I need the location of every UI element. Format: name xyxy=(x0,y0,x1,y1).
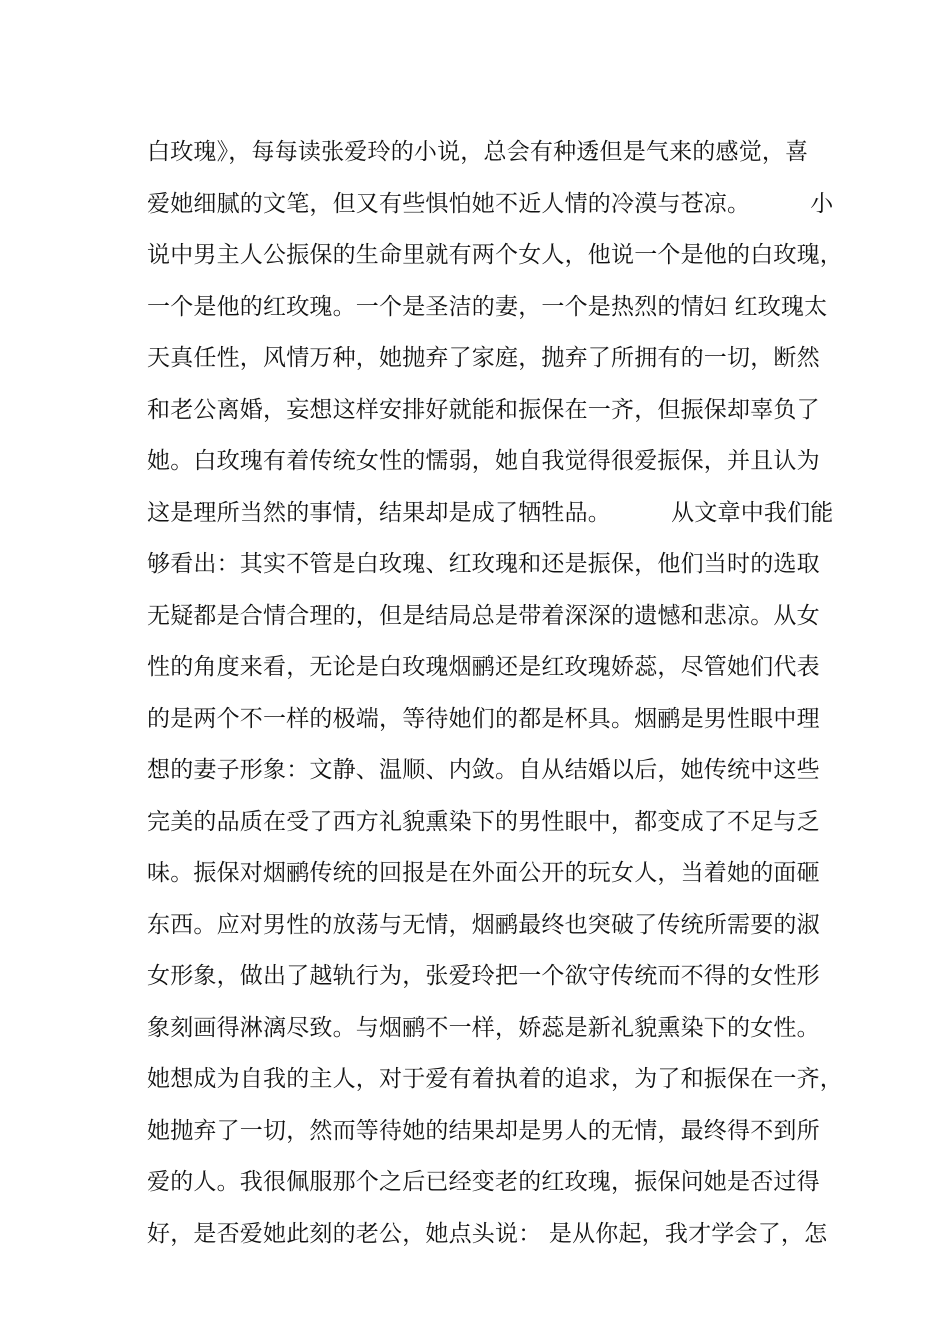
body-text xyxy=(147,130,843,1263)
text-line: 和老公离婚，妄想这样安排好就能和振保在一齐，但振保却辜负了 xyxy=(147,396,820,423)
text-line: 爱她细腻的文笔，但又有些惧怕她不近人情的冷漠与苍凉。 小 xyxy=(147,190,834,217)
text-line: 说中男主人公振保的生命里就有两个女人，他说一个是他的白玫瑰， xyxy=(147,242,843,268)
text-line: 东西。应对男性的放荡与无情，烟鹂最终也突破了传统所需要的淑 xyxy=(147,911,820,938)
text-line: 的是两个不一样的极端，等待她们的都是杯具。烟鹂是男性眼中理 xyxy=(147,705,820,732)
text-line: 白玫瑰》，每每读张爱玲的小说，总会有种透但是气来的感觉，喜 xyxy=(147,139,809,165)
text-line: 味。振保对烟鹂传统的回报是在外面公开的玩女人，当着她的面砸 xyxy=(147,860,820,886)
text-line: 想的妻子形象：文静、温顺、内敛。自从结婚以后，她传统中这些 xyxy=(147,757,820,783)
text-line: 一个是他的红玫瑰。一个是圣洁的妻，一个是热烈的情妇 红玫瑰太 xyxy=(147,293,828,320)
text-line: 性的角度来看，无论是白玫瑰烟鹂还是红玫瑰娇蕊，尽管她们代表 xyxy=(147,654,820,680)
text-line: 完美的品质在受了西方礼貌熏染下的男性眼中，都变成了不足与乏 xyxy=(147,808,820,835)
text-line: 爱的人。我很佩服那个之后已经变老的红玫瑰，振保问她是否过得 xyxy=(147,1169,820,1195)
text-line: 她想成为自我的主人，对于爱有着执着的追求，为了和振保在一齐， xyxy=(147,1066,843,1092)
text-line: 天真任性，风情万种，她抛弃了家庭，抛弃了所拥有的一切，断然 xyxy=(147,345,820,371)
text-line: 够看出：其实不管是白玫瑰、红玫瑰和还是振保，他们当时的选取 xyxy=(147,551,820,577)
text-line: 女形象，做出了越轨行为，张爱玲把一个欲守传统而不得的女性形 xyxy=(147,963,820,989)
text-line: 好，是否爱她此刻的老公，她点头说： 是从你起，我才学会了，怎 xyxy=(147,1220,828,1247)
text-line: 这是理所当然的事情，结果却是成了牺牲品。 从文章中我们能 xyxy=(147,499,834,526)
text-line: 她。白玫瑰有着传统女性的懦弱，她自我觉得很爱振保，并且认为 xyxy=(147,448,820,474)
text-line: 象刻画得淋漓尽致。与烟鹂不一样，娇蕊是新礼貌熏染下的女性。 xyxy=(147,1014,820,1041)
text-line: 无疑都是合情合理的，但是结局总是带着深深的遗憾和悲凉。从女 xyxy=(147,602,820,629)
text-line: 她抛弃了一切，然而等待她的结果却是男人的无情，最终得不到所 xyxy=(147,1117,820,1144)
